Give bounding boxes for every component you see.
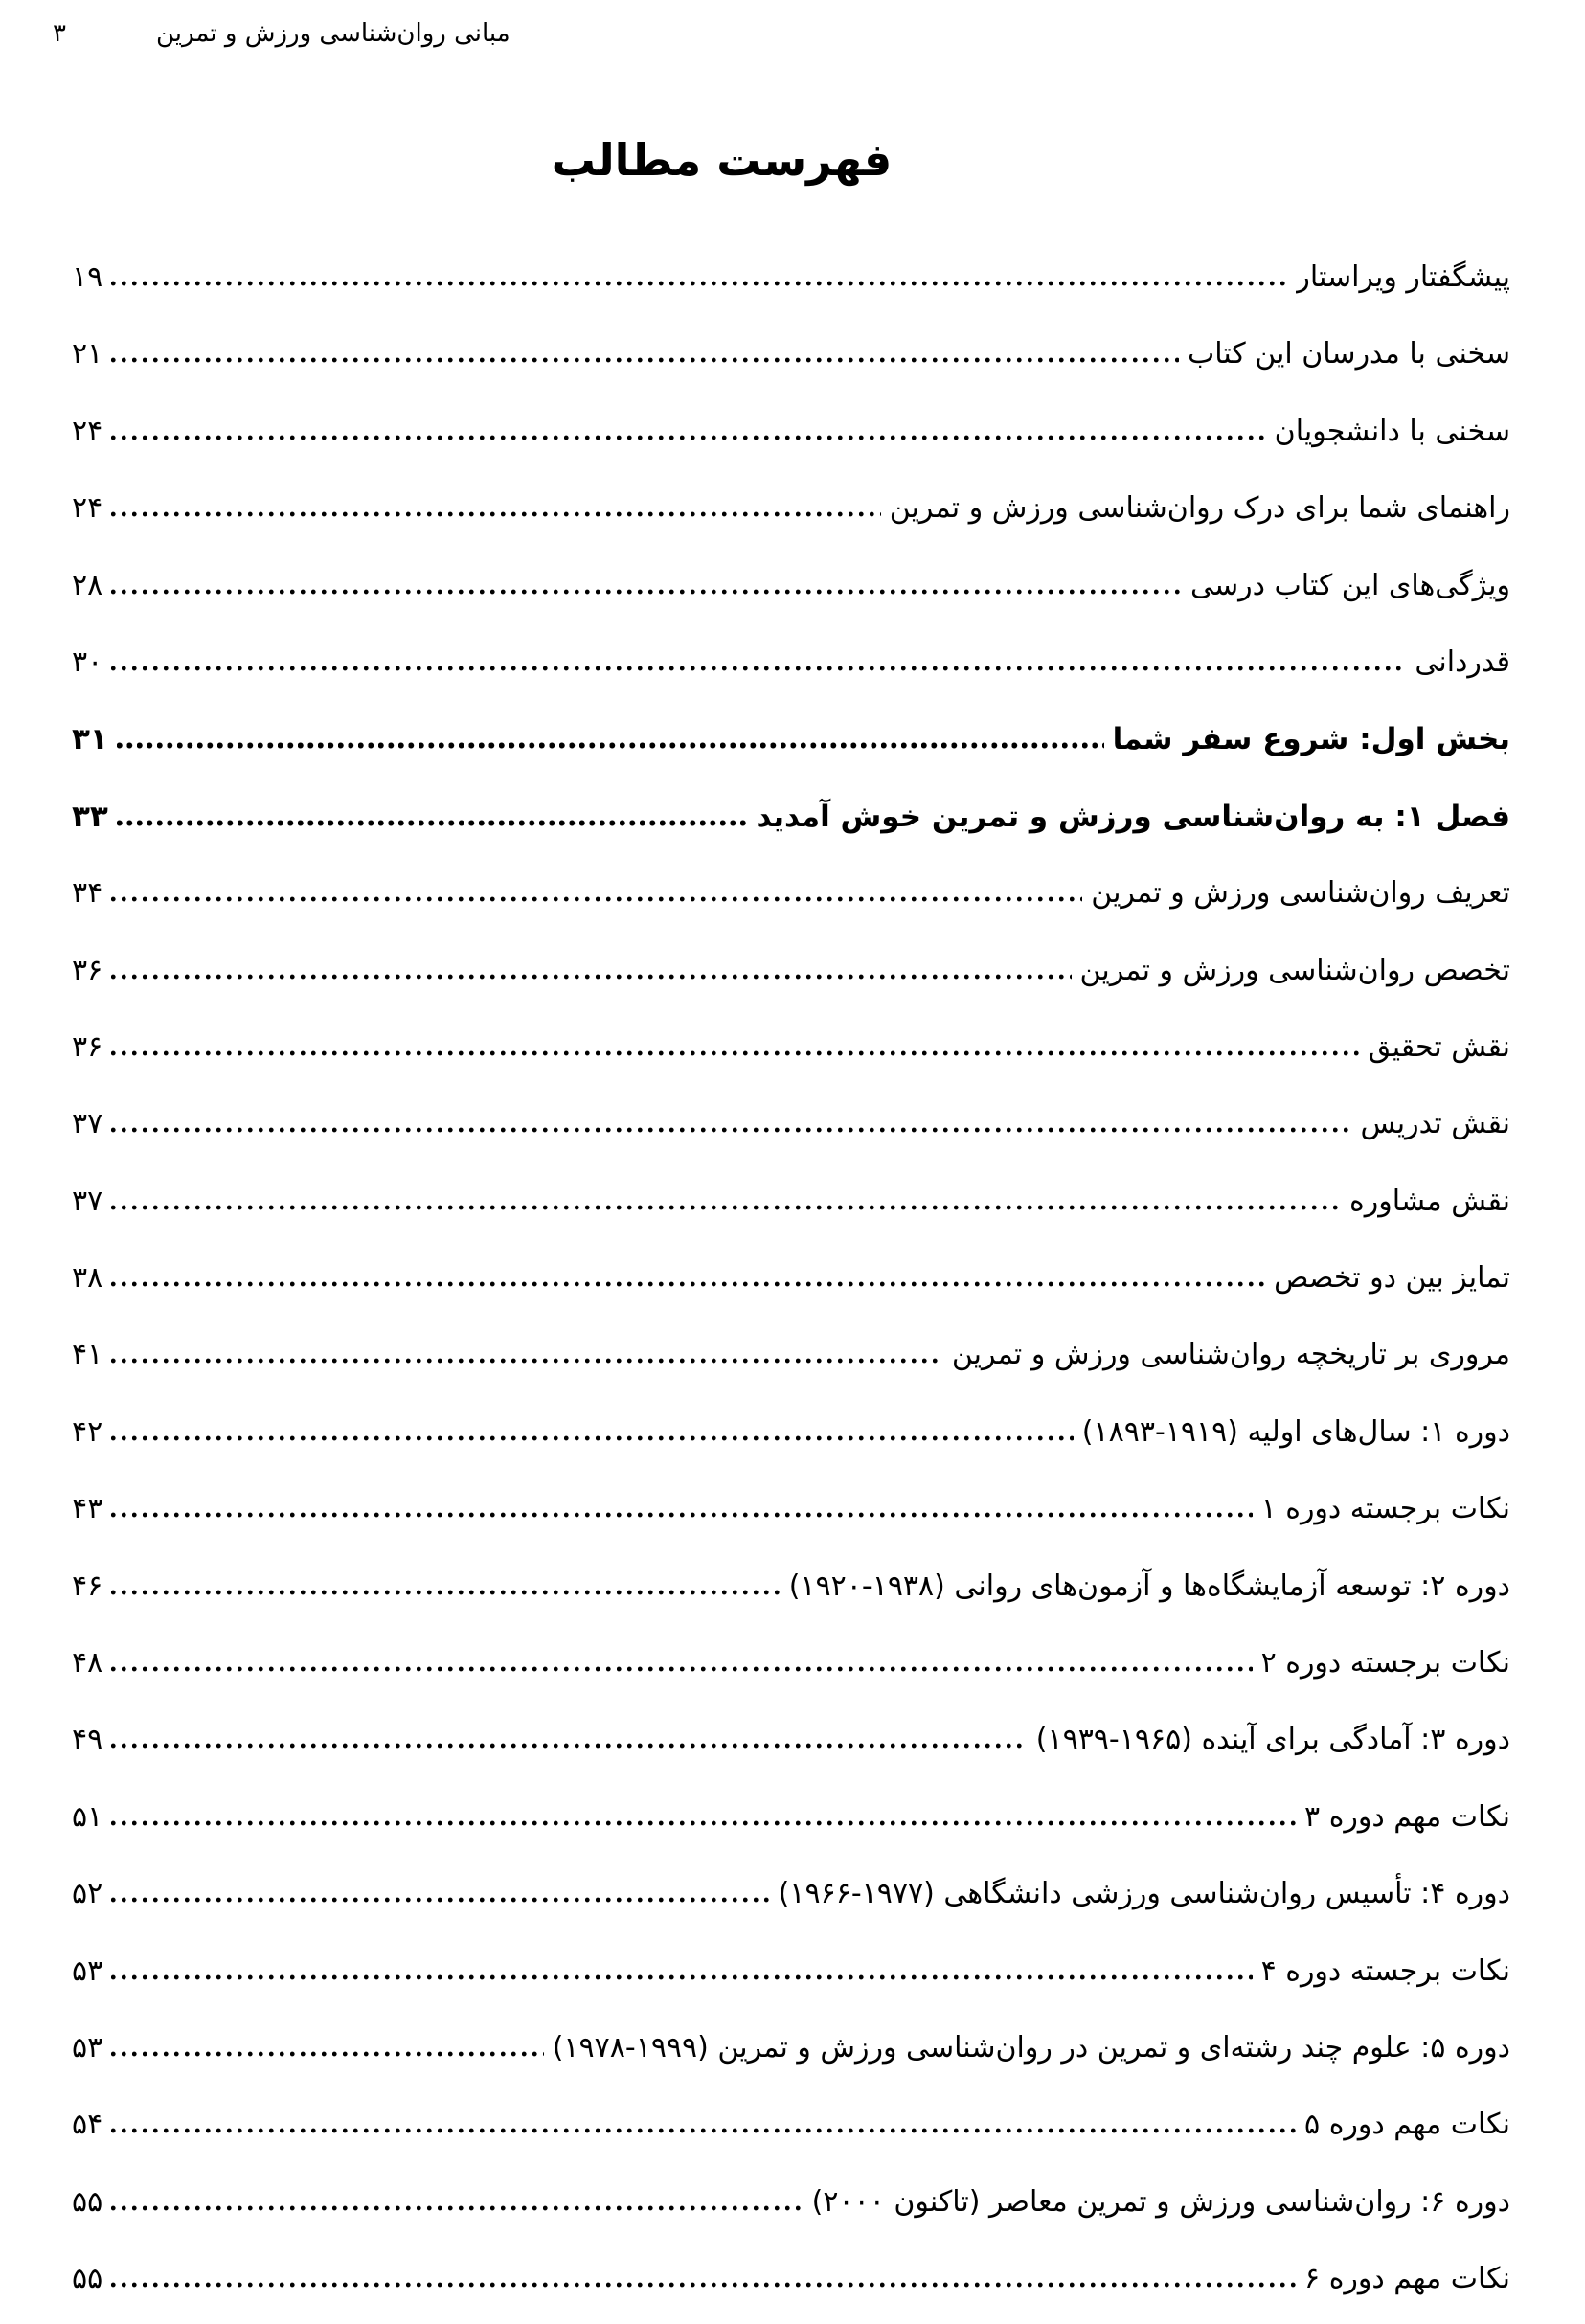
toc-entry-label: دوره ۶: روان‌شناسی ورزش و تمرین معاصر (تاکنون ۲۰۰۰) bbox=[811, 2184, 1510, 2219]
dot-leader bbox=[111, 1974, 1252, 1980]
toc-entry-page-number: ۴۸ bbox=[72, 1646, 103, 1681]
toc-entry[interactable] bbox=[72, 548, 1510, 624]
toc-entry[interactable] bbox=[72, 2010, 1510, 2087]
toc-entry-label: نقش تدریس bbox=[1360, 1107, 1510, 1141]
dot-leader bbox=[111, 666, 1406, 671]
toc-entry-page-number: ۴۲ bbox=[72, 1414, 103, 1449]
toc-entry-label: دوره ۵: علوم چند رشته‌ای و تمرین در روان‌شناسی ورزش و تمرین (۱۹۹۹-۱۹۷۸) bbox=[552, 2030, 1510, 2065]
toc-entry-label: سخنی با مدرسان این کتاب bbox=[1187, 337, 1510, 372]
toc-entry-label: نکات برجسته دوره ۱ bbox=[1260, 1492, 1510, 1526]
dot-leader bbox=[111, 1281, 1265, 1287]
header-page-number: ۳ bbox=[53, 19, 66, 48]
toc-entry-page-number: ۲۴ bbox=[72, 491, 103, 526]
dot-leader bbox=[111, 2205, 803, 2211]
dot-leader bbox=[111, 1666, 1252, 1672]
dot-leader bbox=[111, 1820, 1296, 1826]
toc-entry[interactable] bbox=[72, 1163, 1510, 1240]
dot-leader bbox=[111, 281, 1287, 286]
dot-leader bbox=[111, 1050, 1359, 1056]
toc-entry[interactable] bbox=[72, 1625, 1510, 1702]
toc-entry[interactable] bbox=[72, 316, 1510, 393]
dot-leader bbox=[111, 1897, 769, 1903]
toc-entry-page-number: ۱۹ bbox=[72, 260, 103, 294]
toc-entry-page-number: ۲۱ bbox=[72, 337, 103, 372]
toc-entry-page-number: ۳۶ bbox=[72, 1029, 103, 1064]
toc-entry[interactable] bbox=[72, 855, 1510, 932]
toc-entry-label: تعریف روان‌شناسی ورزش و تمرین bbox=[1091, 876, 1510, 911]
dot-leader bbox=[111, 1358, 943, 1364]
dot-leader bbox=[111, 2282, 1296, 2288]
toc-entry[interactable] bbox=[72, 778, 1510, 855]
dot-leader bbox=[111, 1590, 780, 1595]
dot-leader bbox=[111, 896, 1082, 902]
toc-entry-page-number: ۵۱ bbox=[72, 1799, 103, 1834]
toc-entry[interactable] bbox=[72, 2164, 1510, 2241]
toc-entry[interactable] bbox=[72, 1086, 1510, 1162]
toc-entry[interactable] bbox=[72, 1394, 1510, 1471]
toc-entry-page-number: ۴۳ bbox=[72, 1492, 103, 1526]
toc-entry-label: قدردانی bbox=[1415, 644, 1510, 679]
toc-entry[interactable] bbox=[72, 1856, 1510, 1932]
toc-entry-page-number: ۳۱ bbox=[72, 722, 108, 757]
toc-entry-page-number: ۳۴ bbox=[72, 876, 103, 911]
toc-entry-label: دوره ۲: توسعه آزمایشگاه‌ها و آزمون‌های روانی (۱۹۳۸-۱۹۲۰) bbox=[788, 1568, 1510, 1603]
toc-entry[interactable] bbox=[72, 239, 1510, 316]
toc-entry-label: مروری بر تاریخچه روان‌شناسی ورزش و تمرین bbox=[951, 1338, 1510, 1372]
dot-leader bbox=[111, 1205, 1341, 1210]
dot-leader bbox=[111, 1127, 1351, 1133]
toc-entry-page-number: ۳۰ bbox=[72, 644, 103, 679]
toc-entry[interactable] bbox=[72, 624, 1510, 701]
toc-entry-page-number: ۵۴ bbox=[72, 2108, 103, 2142]
dot-leader bbox=[111, 589, 1182, 595]
toc-entry[interactable] bbox=[72, 394, 1510, 470]
toc-entry-page-number: ۵۵ bbox=[72, 2262, 103, 2296]
toc-entry-label: نکات برجسته دوره ۴ bbox=[1260, 1953, 1510, 1988]
toc-entry-label: سخنی با دانشجویان bbox=[1274, 414, 1510, 448]
page-header bbox=[0, 15, 1585, 57]
toc-entry-page-number: ۵۳ bbox=[72, 2030, 103, 2065]
header-running-title: مبانی روان‌شناسی ورزش و تمرین bbox=[156, 19, 510, 48]
toc-entry-label: نکات مهم دوره ۶ bbox=[1304, 2262, 1510, 2296]
toc-entry-page-number: ۳۷ bbox=[72, 1107, 103, 1141]
toc-entry-label: نکات مهم دوره ۵ bbox=[1304, 2108, 1510, 2142]
toc-entry-label: دوره ۴: تأسیس روان‌شناسی ورزشی دانشگاهی (۱۹۷۷-۱۹۶۶) bbox=[778, 1877, 1510, 1911]
toc-entry-label: نقش تحقیق bbox=[1368, 1029, 1510, 1064]
toc-entry-label: بخش اول: شروع سفر شما bbox=[1112, 722, 1510, 757]
dot-leader bbox=[111, 2051, 543, 2057]
dot-leader bbox=[111, 974, 1071, 980]
toc-entry-page-number: ۳۷ bbox=[72, 1184, 103, 1218]
toc-entry-label: نکات مهم دوره ۳ bbox=[1304, 1799, 1510, 1834]
toc-entry-label: نقش مشاوره bbox=[1349, 1184, 1510, 1218]
toc-entry[interactable] bbox=[72, 1548, 1510, 1625]
toc-entry-page-number: ۵۳ bbox=[72, 1953, 103, 1988]
toc-entry[interactable] bbox=[72, 1009, 1510, 1086]
toc-entry-label: دوره ۱: سال‌های اولیه (۱۹۱۹-۱۸۹۳) bbox=[1081, 1414, 1510, 1449]
toc-entry-page-number: ۳۳ bbox=[72, 799, 108, 834]
toc-entry[interactable] bbox=[72, 1317, 1510, 1393]
toc-entry-label: دوره ۳: آمادگی برای آینده (۱۹۶۵-۱۹۳۹) bbox=[1035, 1723, 1510, 1757]
toc-entry-label: تمایز بین دو تخصص bbox=[1274, 1261, 1510, 1296]
toc-entry[interactable] bbox=[72, 1779, 1510, 1856]
dot-leader bbox=[111, 511, 880, 517]
toc-entry-page-number: ۳۸ bbox=[72, 1261, 103, 1296]
dot-leader bbox=[117, 820, 748, 826]
toc-entry-page-number: ۴۶ bbox=[72, 1568, 103, 1603]
toc-entry[interactable] bbox=[72, 2087, 1510, 2163]
toc-entry[interactable] bbox=[72, 1933, 1510, 2010]
toc-entry-label: نکات برجسته دوره ۲ bbox=[1260, 1646, 1510, 1681]
dot-leader bbox=[111, 1435, 1074, 1441]
toc-list bbox=[72, 239, 1510, 2318]
dot-leader bbox=[111, 1743, 1028, 1749]
toc-entry[interactable] bbox=[72, 2241, 1510, 2317]
toc-entry-label: تخصص روان‌شناسی ورزش و تمرین bbox=[1079, 953, 1510, 987]
dot-leader bbox=[117, 742, 1104, 749]
toc-entry[interactable] bbox=[72, 1240, 1510, 1317]
dot-leader bbox=[111, 1512, 1252, 1518]
dot-leader bbox=[111, 435, 1265, 440]
dot-leader bbox=[111, 357, 1179, 363]
toc-entry[interactable] bbox=[72, 1702, 1510, 1778]
dot-leader bbox=[111, 2128, 1296, 2133]
toc-entry-label: فصل ۱: به روان‌شناسی ورزش و تمرین خوش آمدید bbox=[756, 799, 1510, 834]
toc-entry-label: پیشگفتار ویراستار bbox=[1296, 260, 1510, 294]
toc-entry-page-number: ۴۱ bbox=[72, 1338, 103, 1372]
toc-entry-page-number: ۴۹ bbox=[72, 1723, 103, 1757]
toc-entry-page-number: ۲۸ bbox=[72, 568, 103, 602]
toc-entry-page-number: ۵۲ bbox=[72, 1877, 103, 1911]
toc-entry[interactable] bbox=[72, 470, 1510, 547]
toc-entry-page-number: ۲۴ bbox=[72, 414, 103, 448]
toc-entry[interactable] bbox=[72, 1471, 1510, 1547]
toc-entry-page-number: ۳۶ bbox=[72, 953, 103, 987]
toc-entry-label: راهنمای شما برای درک روان‌شناسی ورزش و تمرین bbox=[889, 491, 1510, 526]
toc-entry-page-number: ۵۵ bbox=[72, 2184, 103, 2219]
toc-entry[interactable] bbox=[72, 933, 1510, 1009]
toc-entry[interactable] bbox=[72, 701, 1510, 778]
toc-entry-label: ویژگی‌های این کتاب درسی bbox=[1190, 568, 1510, 602]
page-title: فهرست مطالب bbox=[551, 134, 893, 186]
